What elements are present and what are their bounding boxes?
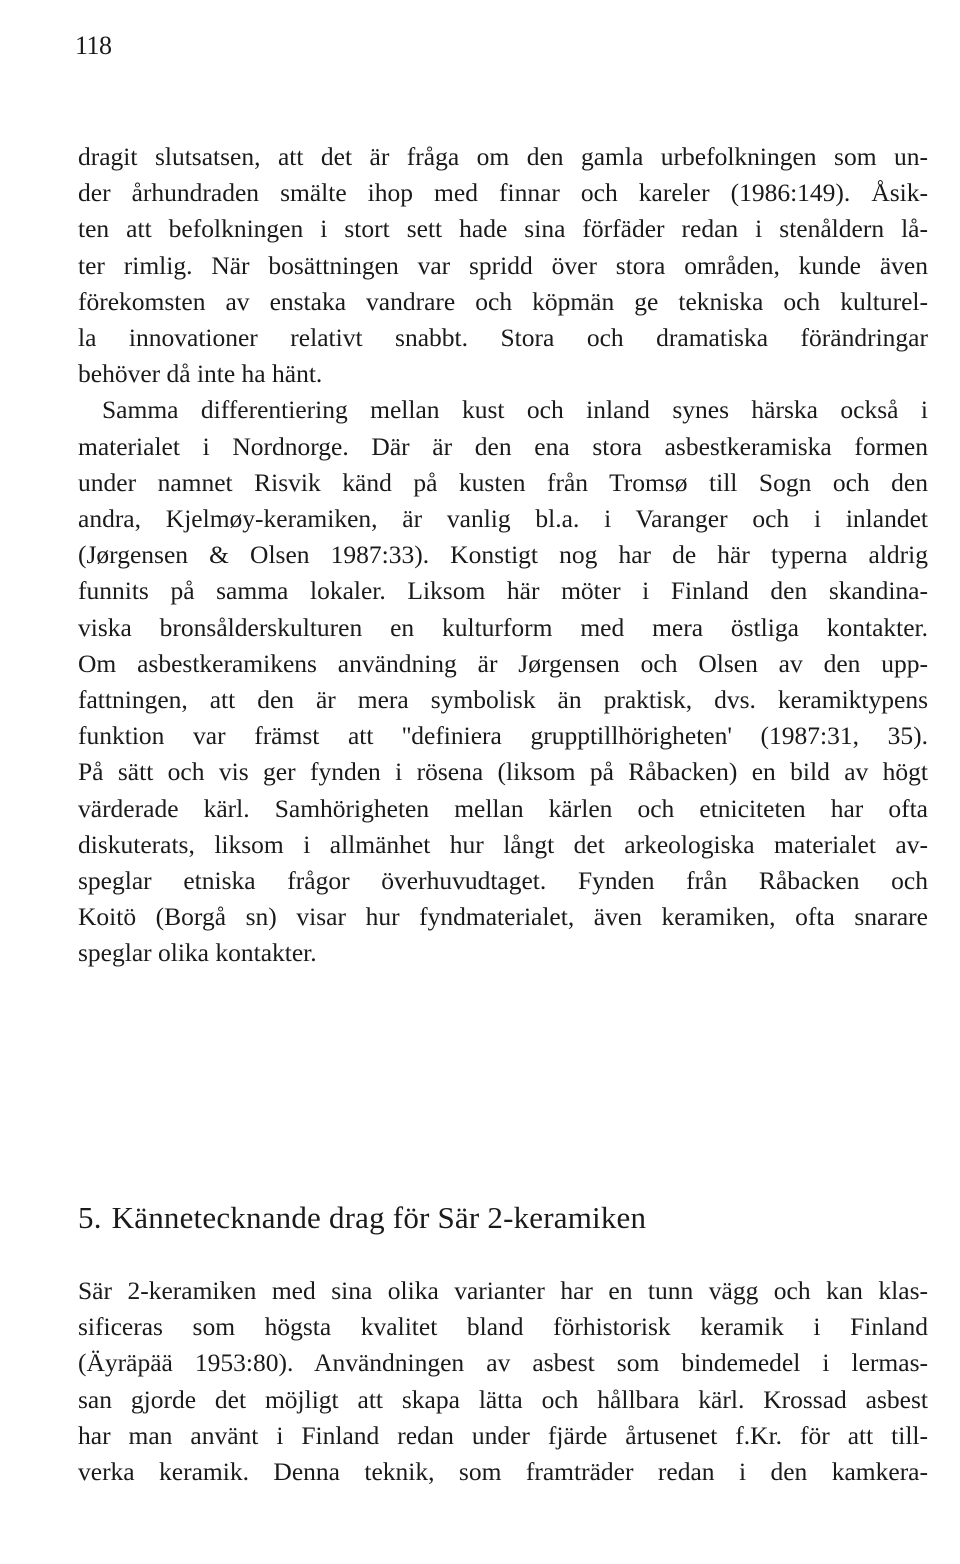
text-line: dragit slutsatsen, att det är fråga om den gamla urbefolkningen som un- (78, 142, 928, 171)
text-line: funnits på samma lokaler. Liksom här möter i Finland den skandina- (78, 576, 928, 606)
paragraph-2 (78, 392, 928, 971)
section-number: 5. (78, 1200, 102, 1235)
text-line: Sär 2-keramiken med sina olika varianter har en tunn vägg och kan klas- (78, 1276, 928, 1305)
text-line: viska bronsålderskulturen en kulturform med mera östliga kontakter. (78, 612, 928, 642)
text-line: speglar olika kontakter. (78, 938, 317, 968)
section-heading (78, 1198, 646, 1238)
text-line: funktion var främst att ''definiera grupptillhörigheten' (1987:31, 35). (78, 721, 928, 751)
paragraph-1 (78, 139, 928, 972)
text-line: sificeras som högsta kvalitet bland förhistorisk keramik i Finland (78, 1312, 928, 1342)
text-line: Om asbestkeramikens användning är Jørgensen och Olsen av den upp- (78, 648, 928, 678)
paragraph-3 (78, 1273, 928, 1490)
text-line: ten att befolkningen i stort sett hade sina förfäder redan i stenåldern lå- (78, 214, 928, 244)
text-line: värderade kärl. Samhörigheten mellan kärlen och etniciteten har ofta (78, 793, 928, 823)
text-line: behöver då inte ha hänt. (78, 359, 323, 389)
text-line: (Äyräpää 1953:80). Användningen av asbest som bindemedel i lermas- (78, 1348, 928, 1378)
text-line: Samma differentiering mellan kust och inland synes härska också i (102, 395, 928, 425)
text-line: ter rimlig. När bosättningen var spridd över stora områden, kunde även (78, 250, 928, 280)
text-line: san gjorde det möjligt att skapa lätta och hållbara kärl. Krossad asbest (78, 1384, 928, 1414)
text-line: andra, Kjelmøy-keramiken, är vanlig bl.a. i Varanger och i inlandet (78, 504, 928, 534)
text-line: Koitö (Borgå sn) visar hur fyndmaterialet, även keramiken, ofta snarare (78, 902, 928, 932)
text-line: la innovationer relativt snabbt. Stora och dramatiska förändringar (78, 323, 928, 353)
text-line: materialet i Nordnorge. Där är den ena stora asbestkeramiska formen (78, 431, 928, 461)
text-line: diskuterats, liksom i allmänhet hur långt det arkeologiska materialet av- (78, 829, 928, 859)
text-line: På sätt och vis ger fynden i rösena (liksom på Råbacken) en bild av högt (78, 757, 928, 787)
text-line: der århundraden smälte ihop med finnar och kareler (1986:149). Åsik- (78, 178, 928, 208)
text-line: speglar etniska frågor överhuvudtaget. Fynden från Råbacken och (78, 866, 928, 896)
text-line: fattningen, att den är mera symbolisk än praktisk, dvs. keramiktypens (78, 685, 928, 715)
section-title: Kännetecknande drag för Sär 2-keramiken (111, 1200, 647, 1235)
text-line: verka keramik. Denna teknik, som framträder redan i den kamkera- (78, 1457, 928, 1487)
text-line: har man använt i Finland redan under fjärde årtusenet f.Kr. för att till- (78, 1420, 928, 1450)
text-line: förekomsten av enstaka vandrare och köpmän ge tekniska och kulturel- (78, 286, 928, 316)
text-line: under namnet Risvik känd på kusten från Tromsø till Sogn och den (78, 467, 928, 497)
page-number: 118 (75, 31, 112, 60)
text-line: (Jørgensen & Olsen 1987:33). Konstigt nog har de här typerna aldrig (78, 540, 928, 570)
